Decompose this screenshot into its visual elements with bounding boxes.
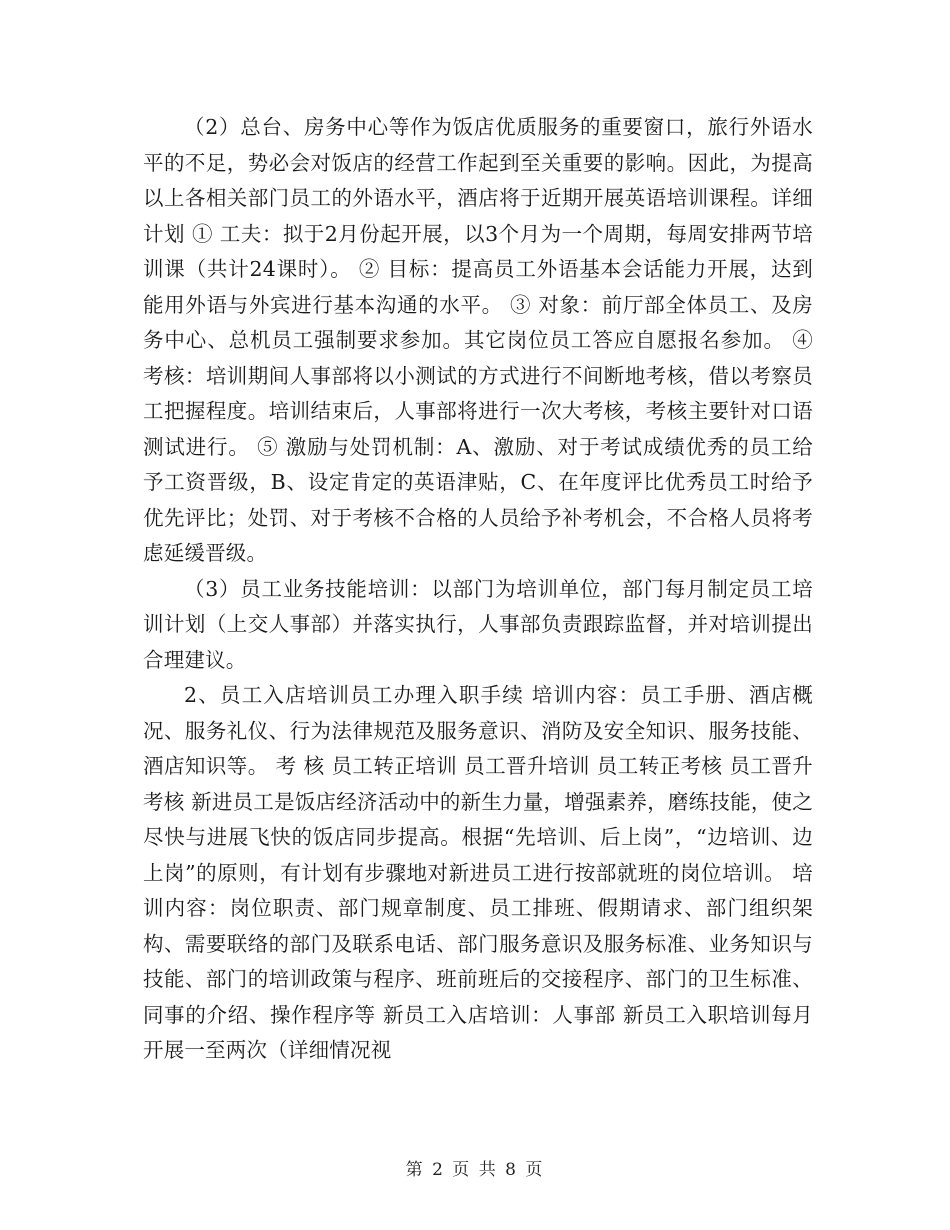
paragraph-foreign-language-training: （2）总台、房务中心等作为饭店优质服务的重要窗口，旅行外语水平的不足，势必会对饭店的经营工作起到至关重要的影响。因此，为提高以上各相关部门员工的外语水平，酒店将于近期开展英语培训课程。详细计划 ① 工夫：拟于2月份起开展，以3个月为一个周期，每周安排两节培训课（共计24课时）。 ② 目标：提高员工外语基本会话能力开展，达到能用外语与外宾进行基本沟通的水平。 ③ 对象：前厅部全体员工、及房务中心、总机员工强制要求参加。其它岗位员工答应自愿报名参加。 ④ 考核：培训期间人事部将以小测试的方式进行不间断地考核，借以考察员工把握程度。培训结束后，人事部将进行一次大考核，考核主要针对口语测试进行。 ⑤ 激励与处罚机制：A、激励、对于考试成绩优秀的员工给予工资晋级，B、设定肯定的英语津贴，C、在年度评比优秀员工时给予优先评比；处罚、对于考核不合格的人员给予补考机会，不合格人员将考虑延缓晋级。 bbox=[143, 115, 813, 565]
paragraph-onboarding-training: 2、员工入店培训员工办理入职手续 培训内容：员工手册、酒店概况、服务礼仪、行为法律规范及服务意识、消防及安全知识、服务技能、酒店知识等。 考 核 员工转正培训 员工晋升培训 员工转正考核 员工晋升考核 新进员工是饭店经济活动中的新生力量，增强素养，磨练技能，使之尽快与进展飞快的饭店同步提高。根据“先培训、后上岗”，“边培训、边上岗”的原则，有计划有步骤地对新进员工进行按部就班的岗位培训。 培训内容：岗位职责、部门规章制度、员工排班、假期请求、部门组织架构、需要联络的部门及联系电话、部门服务意识及服务标准、业务知识与技能、部门的培训政策与程序、班前班后的交接程序、部门的卫生标准、同事的介绍、操作程序等 新员工入店培训：人事部 新员工入职培训每月开展一至两次（详细情况视 bbox=[143, 683, 813, 1062]
page-number-footer: 第 2 页 共 8 页 bbox=[405, 1160, 545, 1180]
document-body bbox=[143, 110, 813, 1069]
paragraph-skills-training: （3）员工业务技能培训：以部门为培训单位，部门每月制定员工培训计划（上交人事部）并落实执行，人事部负责跟踪监督，并对培训提出合理建议。 bbox=[143, 576, 813, 672]
